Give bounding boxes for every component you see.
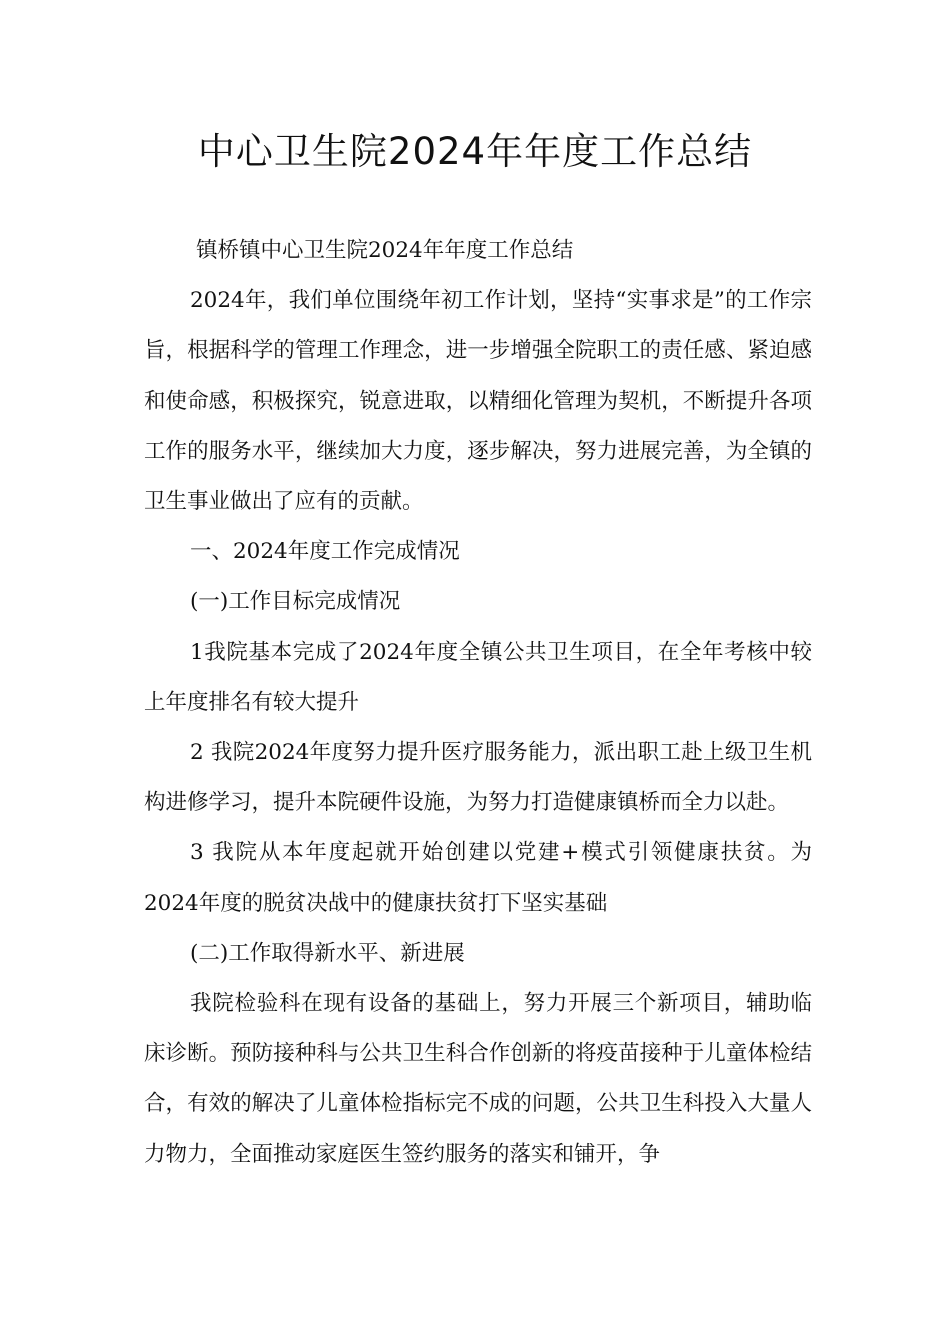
list-item-3: 3 我院从本年度起就开始创建以党建+模式引领健康扶贫。为2024年度的脱贫决战中的健康扶贫打下坚实基础 [144, 840, 812, 916]
list-item-2: 2 我院2024年度努力提升医疗服务能力，派出职工赴上级卫生机构进修学习，提升本院硬件设施，为努力打造健康镇桥而全力以赴。 [144, 740, 812, 816]
subsection-heading-1: (一)工作目标完成情况 [190, 589, 401, 615]
paragraph-intro: 2024年，我们单位围绕年初工作计划，坚持“实事求是”的工作宗旨，根据科学的管理工作理念，进一步增强全院职工的责任感、紧迫感和使命感，积极探究，锐意进取，以精细化管理为契机，不断提升各项工作的服务水平，继续加大力度，逐步解决，努力进展完善，为全镇的卫生事业做出了应有的贡献。 [144, 288, 812, 515]
document-title: 中心卫生院2024年年度工作总结 [197, 130, 753, 173]
list-item-1: 1我院基本完成了2024年度全镇公共卫生项目，在全年考核中较上年度排名有较大提升 [144, 639, 812, 715]
document-body [144, 226, 812, 1180]
paragraph-subtitle: 镇桥镇中心卫生院2024年年度工作总结 [196, 238, 574, 263]
section-heading-1: 一、2024年度工作完成情况 [190, 539, 460, 565]
subsection-heading-2: (二)工作取得新水平、新进展 [190, 940, 465, 966]
paragraph-progress: 我院检验科在现有设备的基础上，努力开展三个新项目，辅助临床诊断。预防接种科与公共卫生科合作创新的将疫苗接种于儿童体检结合，有效的解决了儿童体检指标完不成的问题，公共卫生科投入大量人力物力，全面推动家庭医生签约服务的落实和铺开，争 [144, 991, 812, 1167]
